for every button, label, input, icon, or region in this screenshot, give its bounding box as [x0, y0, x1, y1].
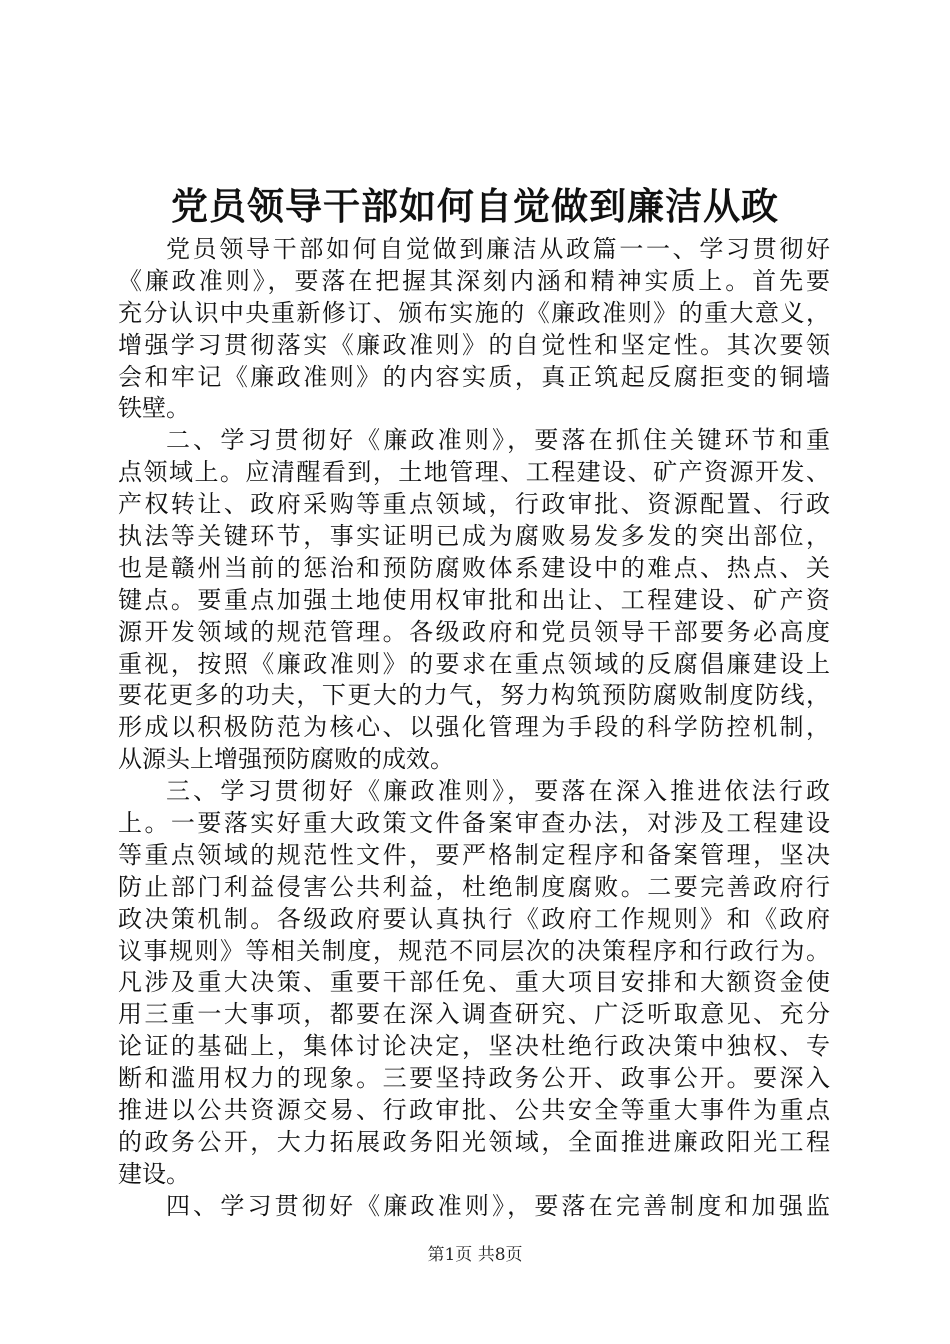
- text-line: 从源头上增强预防腐败的成效。: [118, 745, 454, 774]
- text-line: 党员领导干部如何自觉做到廉洁从政篇一一、学习贯彻好: [166, 235, 830, 263]
- text-line: 三、学习贯彻好《廉政准则》，要落在深入推进依法行政: [166, 777, 830, 806]
- text-line: 铁壁。: [118, 394, 190, 423]
- document-title: 党员领导干部如何自觉做到廉洁从政: [171, 184, 779, 228]
- text-line: 四、学习贯彻好《廉政准则》，要落在完善制度和加强监: [166, 1191, 830, 1220]
- text-line: 《廉政准则》，要落在把握其深刻内涵和精神实质上。首先要: [118, 266, 830, 295]
- text-line: 二、学习贯彻好《廉政准则》，要落在抓住关键环节和重: [166, 426, 830, 455]
- text-line: 建设。: [118, 1159, 190, 1188]
- text-line: 要花更多的功夫，下更大的力气，努力构筑预防腐败制度防线，: [118, 681, 830, 710]
- text-line: 凡涉及重大决策、重要干部任免、重大项目安排和大额资金使: [118, 968, 830, 997]
- text-line: 的政务公开，大力拓展政务阳光领域，全面推进廉政阳光工程: [118, 1127, 830, 1156]
- text-line: 政决策机制。各级政府要认真执行《政府工作规则》和《政府: [118, 904, 830, 933]
- text-line: 执法等关键环节，事实证明已成为腐败易发多发的突出部位，: [118, 522, 830, 551]
- text-line: 充分认识中央重新修订、颁布实施的《廉政准则》的重大意义，: [118, 298, 830, 327]
- document-body: [118, 234, 830, 1223]
- text-line: 会和牢记《廉政准则》的内容实质，真正筑起反腐拒变的铜墙: [118, 362, 830, 391]
- text-line: 断和滥用权力的现象。三要坚持政务公开、政事公开。要深入: [118, 1064, 830, 1093]
- text-line: 议事规则》等相关制度，规范不同层次的决策程序和行政行为。: [118, 936, 830, 965]
- text-line: 重视，按照《廉政准则》的要求在重点领域的反腐倡廉建设上: [118, 649, 830, 678]
- text-line: 上。一要落实好重大政策文件备案审查办法，对涉及工程建设: [118, 809, 830, 838]
- text-line: 用三重一大事项，都要在深入调查研究、广泛听取意见、充分: [118, 1000, 830, 1029]
- text-line: 键点。要重点加强土地使用权审批和出让、工程建设、矿产资: [118, 585, 830, 614]
- text-line: 形成以积极防范为核心、以强化管理为手段的科学防控机制，: [118, 713, 830, 742]
- text-line: 增强学习贯彻落实《廉政准则》的自觉性和坚定性。其次要领: [118, 330, 830, 359]
- text-line: 论证的基础上，集体讨论决定，坚决杜绝行政决策中独权、专: [118, 1032, 830, 1061]
- text-line: 点领域上。应清醒看到，土地管理、工程建设、矿产资源开发、: [118, 458, 830, 487]
- text-line: 等重点领域的规范性文件，要严格制定程序和备案管理，坚决: [118, 840, 830, 869]
- text-line: 也是赣州当前的惩治和预防腐败体系建设中的难点、热点、关: [118, 553, 830, 582]
- text-line: 推进以公共资源交易、行政审批、公共安全等重大事件为重点: [118, 1096, 830, 1125]
- text-line: 源开发领域的规范管理。各级政府和党员领导干部要务必高度: [118, 617, 830, 646]
- page-number-footer: 第1页 共8页: [427, 1245, 523, 1265]
- text-line: 防止部门利益侵害公共利益，杜绝制度腐败。二要完善政府行: [118, 872, 830, 901]
- text-line: 产权转让、政府采购等重点领域，行政审批、资源配置、行政: [118, 490, 830, 519]
